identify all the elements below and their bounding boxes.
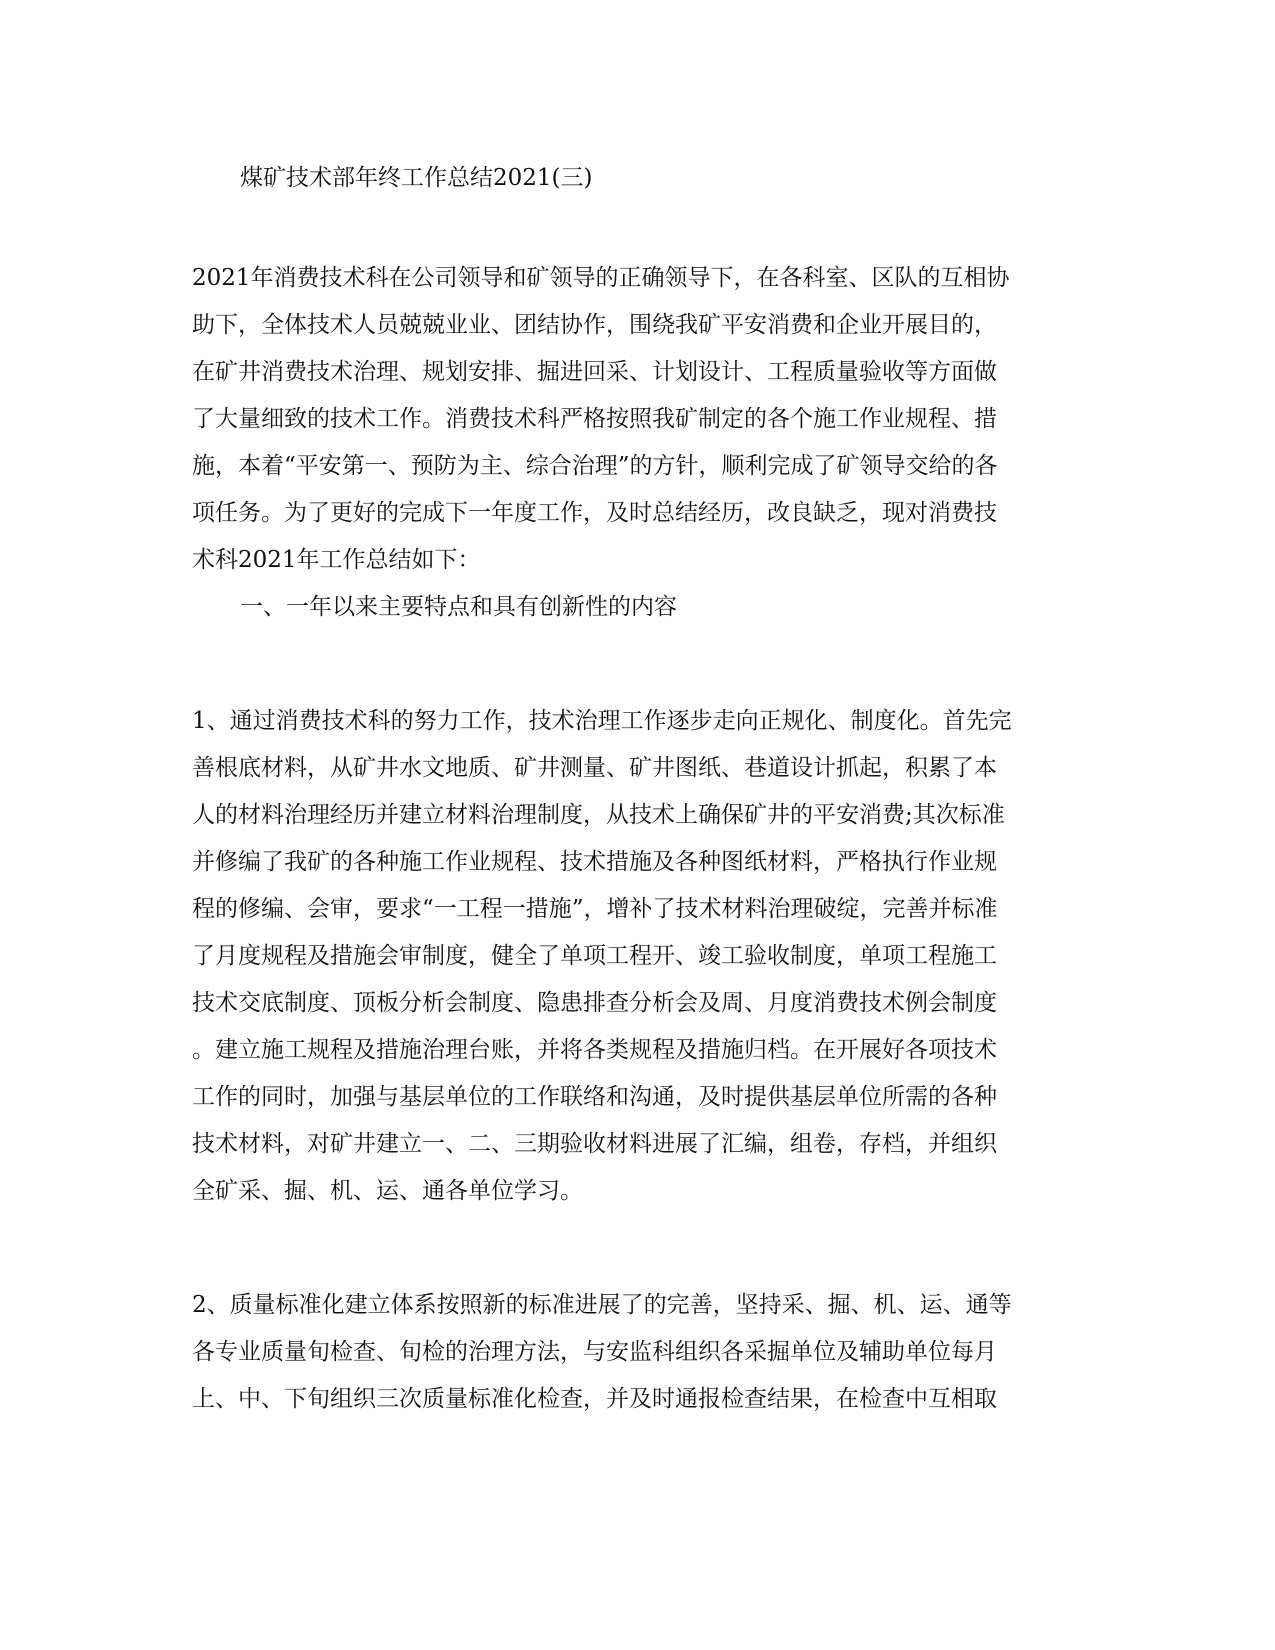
item1-line-9: 工作的同时，加强与基层单位的工作联络和沟通，及时提供基层单位所需的各种 xyxy=(192,1084,997,1110)
item1-line-6: 了月度规程及措施会审制度，健全了单项工程开、竣工验收制度，单项工程施工 xyxy=(192,943,997,969)
section-heading: 一、一年以来主要特点和具有创新性的内容 xyxy=(240,594,677,620)
intro-line-7: 术科2021年工作总结如下： xyxy=(192,547,481,573)
item1-line-7: 技术交底制度、顶板分析会制度、隐患排查分析会及周、月度消费技术例会制度 xyxy=(192,990,997,1016)
document-title: 煤矿技术部年终工作总结2021(三) xyxy=(240,165,593,191)
item1-line-3: 人的材料治理经历并建立材料治理制度，从技术上确保矿井的平安消费;其次标准 xyxy=(192,802,1005,828)
intro-line-6: 项任务。为了更好的完成下一年度工作，及时总结经历，改良缺乏，现对消费技 xyxy=(192,500,997,526)
intro-line-4: 了大量细致的技术工作。消费技术科严格按照我矿制定的各个施工作业规程、措 xyxy=(192,406,997,432)
intro-line-2: 助下，全体技术人员兢兢业业、团结协作，围绕我矿平安消费和企业开展目的， xyxy=(192,312,997,338)
item-1-paragraph xyxy=(192,698,1072,1215)
item1-line-2: 善根底材料，从矿井水文地质、矿井测量、矿井图纸、巷道设计抓起，积累了本 xyxy=(192,755,997,781)
item2-line-2: 各专业质量旬检查、旬检的治理方法，与安监科组织各采掘单位及辅助单位每月 xyxy=(192,1339,997,1365)
item1-line-11: 全矿采、掘、机、运、通各单位学习。 xyxy=(192,1178,583,1204)
item-2-paragraph xyxy=(192,1282,1072,1423)
item2-line-3: 上、中、下旬组织三次质量标准化检查，并及时通报检查结果，在检查中互相取 xyxy=(192,1386,997,1412)
intro-line-1: 2021年消费技术科在公司领导和矿领导的正确领导下，在各科室、区队的互相协 xyxy=(192,265,1010,291)
item1-line-1: 1、通过消费技术科的努力工作，技术治理工作逐步走向正规化、制度化。首先完 xyxy=(192,708,1012,734)
item2-line-1: 2、质量标准化建立体系按照新的标准进展了的完善，坚持采、掘、机、运、通等 xyxy=(192,1292,1012,1318)
intro-line-5: 施，本着“平安第一、预防为主、综合治理”的方针，顺利完成了矿领导交给的各 xyxy=(192,453,998,479)
intro-paragraph xyxy=(192,255,1072,631)
item1-line-8: 。建立施工规程及措施治理台账，并将各类规程及措施归档。在开展好各项技术 xyxy=(192,1037,997,1063)
item1-line-10: 技术材料，对矿井建立一、二、三期验收材料进展了汇编，组卷，存档，并组织 xyxy=(192,1131,997,1157)
item1-line-4: 并修编了我矿的各种施工作业规程、技术措施及各种图纸材料，严格执行作业规 xyxy=(192,849,997,875)
intro-line-3: 在矿井消费技术治理、规划安排、掘进回采、计划设计、工程质量验收等方面做 xyxy=(192,359,997,385)
item1-line-5: 程的修编、会审，要求“一工程一措施”，增补了技术材料治理破绽，完善并标准 xyxy=(192,896,998,922)
